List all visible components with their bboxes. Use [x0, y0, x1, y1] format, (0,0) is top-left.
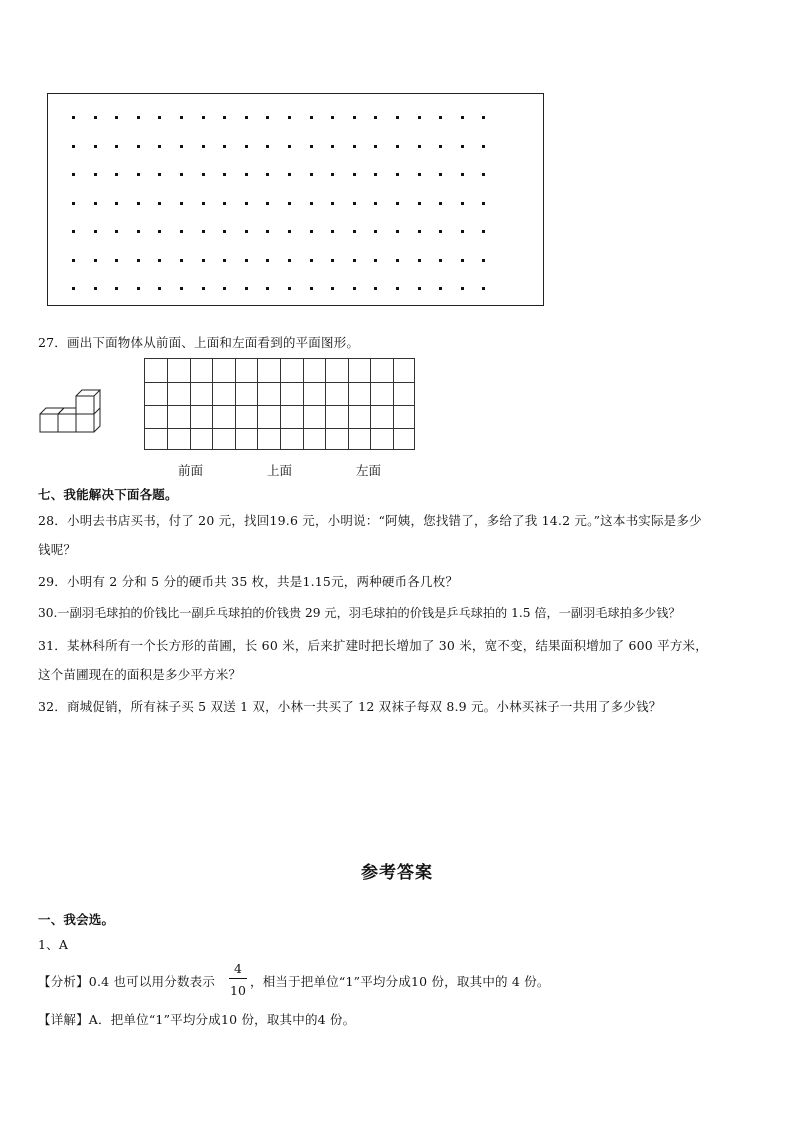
grid-dot: [353, 287, 356, 290]
grid-dot: [202, 202, 205, 205]
question-31-line2: 这个苗圃现在的面积是多少平方米？: [38, 667, 242, 682]
grid-dot: [310, 116, 313, 119]
grid-dot: [461, 287, 464, 290]
grid-dot: [266, 259, 269, 262]
grid-dot: [288, 287, 291, 290]
grid-dot: [115, 145, 118, 148]
grid-dot: [180, 202, 183, 205]
grid-dot: [137, 230, 140, 233]
section-7-title: 七、我能解决下面各题。: [38, 487, 178, 502]
grid-dot: [266, 145, 269, 148]
grid-dot: [331, 145, 334, 148]
grid-dot: [245, 202, 248, 205]
grid-dot: [223, 202, 226, 205]
grid-dot: [396, 230, 399, 233]
grid-dot: [158, 230, 161, 233]
grid-dot: [180, 287, 183, 290]
grid-dot: [482, 145, 485, 148]
grid-dot: [137, 116, 140, 119]
grid-dot: [374, 173, 377, 176]
grid-dot: [288, 259, 291, 262]
grid-dot: [396, 202, 399, 205]
grid-dot: [72, 116, 75, 119]
grid-dot: [266, 173, 269, 176]
cube-upper-top: [76, 390, 100, 396]
grid-dot: [418, 259, 421, 262]
answer-grid: [144, 358, 415, 450]
grid-dot: [158, 145, 161, 148]
grid-dot: [288, 173, 291, 176]
grid-dot: [331, 116, 334, 119]
grid-dot: [418, 145, 421, 148]
grid-dot: [482, 259, 485, 262]
grid-dot: [202, 116, 205, 119]
question-28-line2: 钱呢？: [38, 542, 77, 557]
grid-dot: [353, 202, 356, 205]
grid-dot: [223, 173, 226, 176]
grid-dot: [266, 116, 269, 119]
grid-dot: [180, 230, 183, 233]
grid-dot: [202, 287, 205, 290]
answers-section-1: 一、我会选。: [38, 912, 115, 927]
fraction-bar: [229, 978, 247, 979]
grid-dot: [331, 202, 334, 205]
grid-dot: [158, 116, 161, 119]
grid-dot: [94, 202, 97, 205]
grid-dot: [72, 202, 75, 205]
grid-dot: [310, 287, 313, 290]
label-left-view: 左面: [356, 463, 382, 478]
grid-dot: [72, 145, 75, 148]
grid-dot: [331, 259, 334, 262]
grid-dot: [137, 287, 140, 290]
fraction-numerator: 4: [234, 961, 242, 976]
grid-dot: [115, 287, 118, 290]
grid-dot: [418, 202, 421, 205]
grid-dot: [94, 230, 97, 233]
cube-top-2: [58, 408, 76, 414]
question-27: 27．画出下面物体从前面、上面和左面看到的平面图形。: [38, 335, 360, 350]
grid-dot: [461, 230, 464, 233]
grid-dot: [245, 116, 248, 119]
grid-dot: [180, 145, 183, 148]
grid-horizontal-line: [145, 405, 414, 406]
grid-horizontal-line: [145, 428, 414, 429]
grid-dot: [439, 173, 442, 176]
grid-horizontal-line: [145, 382, 414, 383]
question-31-line1: 31．某林科所有一个长方形的苗圃，长 60 米，后来扩建时把长增加了 30 米，宽不变，结果面积增加了 600 平方米，: [38, 638, 708, 653]
grid-dot: [288, 202, 291, 205]
grid-dot: [288, 145, 291, 148]
grid-dot: [482, 230, 485, 233]
grid-dot: [418, 287, 421, 290]
dot-grid-box: [47, 93, 544, 306]
grid-dot: [288, 116, 291, 119]
grid-dot: [223, 259, 226, 262]
grid-dot: [180, 116, 183, 119]
grid-dot: [180, 173, 183, 176]
grid-dot: [482, 287, 485, 290]
grid-dot: [439, 230, 442, 233]
grid-dot: [439, 202, 442, 205]
grid-dot: [72, 259, 75, 262]
grid-dot: [374, 116, 377, 119]
grid-dot: [288, 230, 291, 233]
grid-dot: [374, 145, 377, 148]
grid-dot: [72, 230, 75, 233]
cube-front-2: [58, 414, 76, 432]
grid-dot: [115, 173, 118, 176]
grid-dot: [461, 116, 464, 119]
grid-dot: [374, 202, 377, 205]
grid-dot: [94, 287, 97, 290]
question-32: 32．商城促销，所有袜子买 5 双送 1 双，小林一共买了 12 双袜子每双 8.9 元。小林买袜子一共用了多少钱？: [38, 699, 662, 714]
grid-dot: [137, 259, 140, 262]
grid-dot: [396, 259, 399, 262]
grid-dot: [115, 230, 118, 233]
grid-dot: [72, 287, 75, 290]
grid-dot: [158, 259, 161, 262]
grid-dot: [310, 259, 313, 262]
grid-dot: [245, 145, 248, 148]
grid-dot: [310, 173, 313, 176]
grid-dot: [461, 259, 464, 262]
grid-dot: [482, 202, 485, 205]
grid-dot: [374, 230, 377, 233]
grid-dot: [115, 259, 118, 262]
grid-dot: [418, 173, 421, 176]
grid-dot: [72, 173, 75, 176]
grid-dot: [137, 145, 140, 148]
grid-dot: [137, 173, 140, 176]
grid-dot: [202, 145, 205, 148]
grid-dot: [266, 230, 269, 233]
grid-dot: [396, 116, 399, 119]
grid-dot: [223, 145, 226, 148]
grid-dot: [396, 173, 399, 176]
answer-item-1: 1、A: [38, 937, 69, 952]
grid-dot: [353, 173, 356, 176]
grid-dot: [439, 287, 442, 290]
grid-dot: [353, 230, 356, 233]
grid-dot: [310, 230, 313, 233]
grid-dot: [310, 202, 313, 205]
grid-dot: [158, 202, 161, 205]
grid-dot: [482, 116, 485, 119]
grid-dot: [461, 202, 464, 205]
grid-dot: [396, 145, 399, 148]
grid-dot: [202, 173, 205, 176]
grid-dot: [202, 230, 205, 233]
grid-dot: [310, 145, 313, 148]
grid-dot: [439, 116, 442, 119]
grid-dot: [94, 116, 97, 119]
grid-dot: [158, 287, 161, 290]
grid-dot: [202, 259, 205, 262]
grid-dot: [331, 173, 334, 176]
fraction-denominator: 10: [230, 983, 246, 998]
grid-dot: [396, 287, 399, 290]
grid-dot: [374, 259, 377, 262]
grid-dot: [245, 173, 248, 176]
question-29: 29．小明有 2 分和 5 分的硬币共 35 枚，共是1.15元，两种硬币各几枚？: [38, 574, 459, 589]
cube-figure: [38, 388, 108, 436]
grid-dot: [245, 259, 248, 262]
cube-upper-front: [76, 396, 94, 414]
grid-dot: [94, 259, 97, 262]
question-30: 30.一副羽毛球拍的价钱比一副乒乓球拍的价钱贵 29 元，羽毛球拍的价钱是乒乓球拍的 1.5 倍，一副羽毛球拍多少钱？: [38, 606, 681, 620]
grid-dot: [245, 230, 248, 233]
grid-dot: [461, 173, 464, 176]
grid-dot: [137, 202, 140, 205]
detail-line: 【详解】A．把单位“1”平均分成10 份，取其中的4 份。: [38, 1012, 356, 1027]
grid-dot: [223, 230, 226, 233]
answers-title: 参考答案: [361, 863, 433, 883]
analysis-prefix: 【分析】0.4 也可以用分数表示: [38, 974, 216, 989]
grid-dot: [482, 173, 485, 176]
label-front-view: 前面: [178, 463, 204, 478]
grid-dot: [461, 145, 464, 148]
grid-dot: [439, 145, 442, 148]
grid-dot: [331, 287, 334, 290]
grid-dot: [94, 145, 97, 148]
analysis-suffix: ，相当于把单位“1”平均分成10 份，取其中的 4 份。: [250, 974, 550, 989]
grid-dot: [331, 230, 334, 233]
label-top-view: 上面: [267, 463, 293, 478]
question-28-line1: 28．小明去书店买书，付了 20 元，找回19.6 元，小明说：“阿姨，您找错了，多给了我 14.2 元。”这本书实际是多少: [38, 513, 702, 528]
grid-dot: [374, 287, 377, 290]
cube-front-3: [76, 414, 94, 432]
grid-dot: [266, 202, 269, 205]
cube-front-1: [40, 414, 58, 432]
grid-dot: [223, 116, 226, 119]
grid-dot: [418, 116, 421, 119]
grid-dot: [115, 116, 118, 119]
grid-dot: [418, 230, 421, 233]
grid-dot: [266, 287, 269, 290]
grid-dot: [94, 173, 97, 176]
grid-dot: [158, 173, 161, 176]
grid-dot: [353, 259, 356, 262]
grid-dot: [439, 259, 442, 262]
grid-dot: [353, 116, 356, 119]
grid-dot: [180, 259, 183, 262]
grid-dot: [223, 287, 226, 290]
grid-dot: [115, 202, 118, 205]
grid-dot: [353, 145, 356, 148]
grid-dot: [245, 287, 248, 290]
